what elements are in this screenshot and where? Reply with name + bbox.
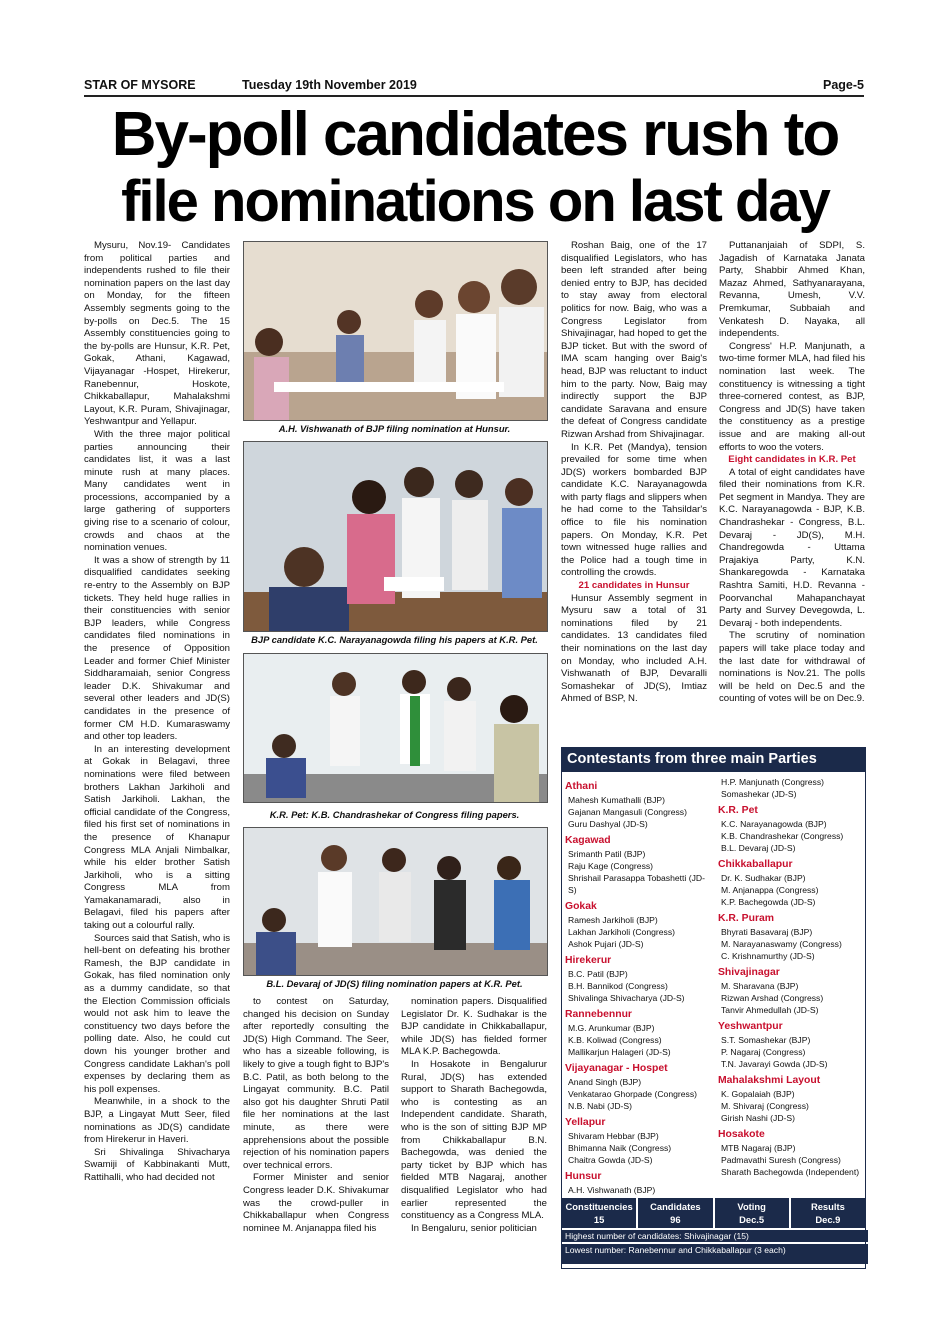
article-column-1: [84, 240, 230, 1185]
constituency-name: Rannebennur: [565, 1009, 632, 1020]
contestants-right-column: [718, 776, 864, 1178]
article-column-3: [561, 240, 707, 706]
photo-vishwanath-image: [244, 242, 547, 420]
paragraph: Roshan Baig, one of the 17 disqualified Legislators, who has been left stranded after being denied entry to BJP, has decided to stay away from electoral politics for now. Baig, who was a Congress Legislator from Shivajinagar, had hoped to get the BJP ticket. But with the sword of IMA scam hanging over Baig's head, BJP was reluctant to induct him to the party. Now, Baig may indirectly support the BJP candidate Saravana and ensure the defeat of Congress candidate Rizwan Arshad from Shivajinagar.: [561, 240, 707, 440]
candidate-name: K.C. Narayanagowda (BJP): [721, 819, 827, 829]
contestants-title: Contestants from three main Parties: [562, 748, 865, 772]
contestants-box: [561, 747, 866, 1269]
constituency-name: Hunsur: [565, 1171, 602, 1182]
candidate-name: Mahesh Kumathalli (BJP): [568, 795, 665, 805]
candidate-name: Sharath Bachegowda (Independent): [721, 1167, 860, 1177]
candidate-name: T.N. Javarayi Gowda (JD-S): [721, 1059, 828, 1069]
paragraph: nomination papers. Disqualified Legislator Dr. K. Sudhakar is the BJP candidate in Chikkaballapur, while JD(S) has fielded former MLA K.P. Bachegowda.: [401, 996, 547, 1058]
candidate-name: Anand Singh (BJP): [568, 1077, 642, 1087]
candidate-name: Ashok Pujari (JD-S): [568, 939, 644, 949]
page-number: Page-5: [823, 78, 864, 92]
paragraph: In Bengaluru, senior politician: [411, 1222, 537, 1234]
stats-bar: [562, 1198, 865, 1228]
candidate-name: MTB Nagaraj (BJP): [721, 1143, 796, 1153]
candidate-name: Gajanan Mangasuli (Congress): [568, 807, 687, 817]
candidate-name: Somashekar (JD-S): [721, 789, 797, 799]
candidate-name: Girish Nashi (JD-S): [721, 1113, 796, 1123]
candidate-name: P. Nagaraj (Congress): [721, 1047, 806, 1057]
candidate-name: Raju Kage (Congress): [568, 861, 654, 871]
paragraph: In K.R. Pet (Mandya), tension prevailed for some time when JD(S) workers bombarded BJP candidate K.C. Narayanagowda with party flags and slippers when he had come to the Tahsildar's office to file his nomination papers. On Monday, K.R. Pet town witnessed huge rallies and the Police had a tough time in controlling the crowds.: [561, 441, 707, 579]
candidate-name: Ramesh Jarkiholi (BJP): [568, 915, 658, 925]
headline-line-2: file nominations on last day: [121, 169, 829, 234]
candidate-name: K.P. Bachegowda (JD-S): [721, 897, 816, 907]
candidate-name: Dr. K. Sudhakar (BJP): [721, 873, 806, 883]
candidate-name: K.B. Koliwad (Congress): [568, 1035, 662, 1045]
photo-chandrashekar-image: [244, 654, 547, 802]
contestants-left-column: [565, 776, 711, 1196]
stat-label: Constituencies: [565, 1201, 633, 1212]
stat-label: Voting: [737, 1201, 766, 1212]
photo-caption-2: BJP candidate K.C. Narayanagowda filing his papers at K.R. Pet.: [251, 634, 538, 645]
stat-value: 15: [593, 1214, 605, 1225]
candidate-name: A.H. Vishwanath (BJP): [568, 1185, 656, 1195]
candidate-name: Guru Dashyal (JD-S): [568, 819, 648, 829]
constituency-name: Mahalakshmi Layout: [718, 1075, 821, 1086]
paragraph: Sources said that Satish, who is hell-bent on defeating his brother Ramesh, the BJP candidate in Gokak, has filed nomination only as a dummy candidate, so that the Election Commission officials would not ask him to leave the constituency two days before the polling date. Also, he could cut down his younger brother and Congress candidate Lakhan's poll expenses by declaring them as his poll expenses.: [84, 932, 230, 1095]
candidate-name: Chaitra Gowda (JD-S): [568, 1155, 653, 1165]
candidate-name: Tanvir Ahmedullah (JD-S): [721, 1005, 819, 1015]
paragraph: In an interesting development at Gokak in Belagavi, three nominations were filed between brothers Lakhan Jarkiholi and Satish Jarkiholi. Lakhan, the official candidate of the Congress, filed his first set of nominations in the presence of Khanapur Congress MLA Anjali Nimbalkar, while his elder brother Satish Jarkiholi, who is a sitting Congress MLA from Yamakanamaradi, also in Belagavi, filed his papers after taking out a colourful rally.: [84, 743, 230, 932]
paragraph: Congress' H.P. Manjunath, a two-time former MLA, had filed his nomination last week. The constituency is witnessing a tight three-cornered contest, as BJP, Congress and JD(S) have taken the constituency as a prestige issue and are making all-out efforts to woo the voters.: [719, 340, 865, 453]
subheading: Eight candidates in K.R. Pet: [728, 454, 856, 466]
candidate-name: Rizwan Arshad (Congress): [721, 993, 824, 1003]
photo-caption-3: K.R. Pet: K.B. Chandrashekar of Congress filing papers.: [269, 809, 520, 820]
photo-vishwanath: [243, 241, 548, 421]
candidate-name: M. Sharavana (BJP): [721, 981, 799, 991]
photo-caption-4: B.L. Devaraj of JD(S) filing nomination papers at K.R. Pet.: [266, 978, 523, 989]
candidate-name: Venkatarao Ghorpade (Congress): [568, 1089, 697, 1099]
stat-value: Dec.9: [815, 1214, 841, 1225]
candidate-name: B.L. Devaraj (JD-S): [721, 843, 796, 853]
constituency-name: Yellapur: [565, 1117, 606, 1128]
stat-cell: [715, 1198, 791, 1228]
candidate-name: Bhyrati Basavaraj (BJP): [721, 927, 813, 937]
candidate-name: H.P. Manjunath (Congress): [721, 777, 825, 787]
paper-name: STAR OF MYSORE: [84, 78, 196, 92]
subheading: 21 candidates in Hunsur: [578, 580, 690, 592]
photo-devaraj-image: [244, 828, 547, 975]
candidate-name: N.B. Nabi (JD-S): [568, 1101, 632, 1111]
candidate-name: Bhimanna Naik (Congress): [568, 1143, 672, 1153]
constituency-name: Yeshwantpur: [718, 1021, 783, 1032]
paragraph: In Hosakote in Bengalurur Rural, JD(S) has extended support to Sharath Bachegowda, who is contesting as an Independent candidate. Sharath, who is the son of sitting BJP MP from Chikkaballapur B.N. Bachegowda, was denied the party ticket by BJP which has fielded MTB Nagaraj, another disqualified Legislator who had earlier represented the constituency as a Congress MLA.: [401, 1058, 547, 1222]
stat-value: 96: [670, 1214, 681, 1225]
candidate-name: C. Krishnamurthy (JD-S): [721, 951, 815, 961]
stat-cell: [562, 1198, 638, 1228]
issue-date: Tuesday 19th November 2019: [242, 78, 417, 92]
article-column-4: [719, 240, 865, 706]
stat-label: Candidates: [650, 1201, 701, 1212]
candidate-name: M. Anjanappa (Congress): [721, 885, 819, 895]
photo-devaraj: [243, 827, 548, 976]
photo-caption-1: A.H. Vishwanath of BJP filing nomination at Hunsur.: [278, 423, 511, 434]
paragraph: Mysuru, Nov.19- Candidates from political parties and independents rushed to file their nomination papers on the last day on Monday, for the fifteen Assembly segments going to the by-polls on Dec.5. The 15 Assembly constituencies going to the by-polls are Hunsur, K.R. Pet, Gokak, Athani, Kagawad, Vijayanagar -Hospet, Hirekerur, Ranebennur, Hoskote, Chikkaballapur, Mahalakshmi Layout, K.R. Puram, Shivajinagar, Yeshwantpur and Yellapur.: [84, 240, 230, 428]
candidate-name: B.H. Bannikod (Congress): [568, 981, 668, 991]
candidate-name: Mallikarjun Halageri (JD-S): [568, 1047, 671, 1057]
stat-cell: [791, 1198, 865, 1228]
constituency-name: K.R. Pet: [718, 805, 758, 816]
candidate-name: K. Gopalaiah (BJP): [721, 1089, 795, 1099]
candidate-name: K.B. Chandrashekar (Congress): [721, 831, 844, 841]
constituency-name: K.R. Puram: [718, 913, 775, 924]
photo-chandrashekar: [243, 653, 548, 803]
candidate-name: M. Shivaraj (Congress): [721, 1101, 809, 1111]
paragraph: Puttananjaiah of SDPI, S. Jagadish of Karnataka Janata Party, Shabbir Ahmed Khan, Mazaz Ahmed, Sathyanarayana, Revanna, Umesh, V.V. Premkumar, Subbaiah and Venkatesh D. Nayaka, all independents.: [719, 240, 865, 340]
constituency-name: Gokak: [565, 901, 597, 912]
paragraph: The scrutiny of nomination papers will take place today and the last date for withdrawal of nominations is Nov.21. The polls will be held on Dec.5 and the counting of votes will be on Dec.9.: [719, 630, 865, 705]
constituency-name: Chikkaballapur: [718, 859, 793, 870]
constituency-name: Shivajinagar: [718, 967, 780, 978]
candidate-name: M. Narayanaswamy (Congress): [721, 939, 842, 949]
note-lowest: Lowest number: Ranebennur and Chikkaballapur (3 each): [562, 1244, 868, 1264]
headline-line-1: By-poll candidates rush to: [111, 100, 839, 169]
paragraph: Meanwhile, in a shock to the BJP, a Lingayat Mutt Seer, filed nominations as JD(S) candidate from Hirekerur in Haveri.: [84, 1096, 230, 1146]
candidate-name: S.T. Somashekar (BJP): [721, 1035, 811, 1045]
constituency-name: Vijayanagar - Hospet: [565, 1063, 668, 1074]
candidate-name: Srimanth Patil (BJP): [568, 849, 646, 859]
paragraph: Former Minister and senior Congress leader D.K. Shivakumar was the crowd-puller in Chikkaballapur when Congress nominee M. Anjanappa filed his: [243, 1172, 389, 1234]
stat-value: Dec.5: [739, 1214, 765, 1225]
photo-narayanagowda: [243, 441, 548, 632]
candidate-name: B.C. Patil (BJP): [568, 969, 628, 979]
constituency-name: Athani: [565, 781, 598, 792]
candidate-name: M.G. Arunkumar (BJP): [568, 1023, 655, 1033]
candidate-name: Shrishail Parasappa Tobashetti (JD-S): [568, 873, 705, 895]
paragraph: Sri Shivalinga Shivacharya Swamiji of Kabbinakanti Mutt, Rattihalli, who had decided not: [84, 1146, 230, 1183]
page-header: [84, 78, 864, 94]
paragraph: A total of eight candidates have filed their nominations from K.R. Pet segment in Mandya. They are K.C. Narayanagowda - BJP, K.B. Chandrashekar - Congress, B.L. Devaraj - JD(S), M.H. Chandregowda - Uttama Prajakiya Party, K.N. Shankaregowda - Karnataka Rashtra Samiti, H.D. Revanna - Poorvanchal Mahapanchayat Party and Survey Devegowda, L. Devaraj - both independents.: [719, 466, 865, 629]
article-column-2: [243, 996, 389, 1235]
constituency-name: Hirekerur: [565, 955, 612, 966]
constituency-name: Hosakote: [718, 1129, 765, 1140]
stat-label: Results: [810, 1201, 845, 1212]
candidate-name: Padmavathi Suresh (Congress): [721, 1155, 841, 1165]
paragraph: Hunsur Assembly segment in Mysuru saw a total of 31 nominations filed by 21 candidates. 13 candidates filed their nominations on the last day on Monday, who included A.H. Vishwanath of BJP, Devaralli Somashekar of JD(S), Imtiaz Ahmed of BSP, N.: [561, 592, 707, 705]
paragraph: With the three major political parties announcing their candidates list, it was a last minute rush at many places. Many candidates went in processions, accompanied by a large gathering of supporters giving rise to a scenario of colour, crowds and chaos at the nomination venues.: [84, 428, 230, 554]
paragraph: It was a show of strength by 11 disqualified candidates seeking re-entry to the Assembly on BJP tickets. They held huge rallies in their constituencies with senior BJP leaders, while Congress candidates filed nominations in the presence of Opposition Leader and former Chief Minister Siddharamaiah, senior Congress leader D.K. Shivakumar and several other leaders and JD(S) candidates in the presence of former CM H.D. Kumaraswamy and other top leaders.: [84, 554, 230, 743]
stat-cell: [638, 1198, 714, 1228]
paragraph: to contest on Saturday, changed his decision on Sunday after reportedly consulting the JD(S) High Command. The Seer, who has a sizeable following, is likely to give a tough fight to BJP's B.C. Patil, as both belong to the Lingayat community. B.C. Patil also got his daughter Shruti Patil file her nominations at the last minute, as there were apprehensions about the possible rejection of his nomination papers over technical errors.: [243, 996, 389, 1171]
note-highest: Highest number of candidates: Shivajinagar (15): [562, 1230, 868, 1242]
photo-narayanagowda-image: [244, 442, 547, 631]
candidate-name: Lakhan Jarkiholi (Congress): [568, 927, 675, 937]
constituency-name: Kagawad: [565, 835, 611, 846]
article-column-3-continued: [401, 996, 547, 1235]
candidate-name: Shivaram Hebbar (BJP): [568, 1131, 659, 1141]
candidate-name: Shivalinga Shivacharya (JD-S): [568, 993, 685, 1003]
